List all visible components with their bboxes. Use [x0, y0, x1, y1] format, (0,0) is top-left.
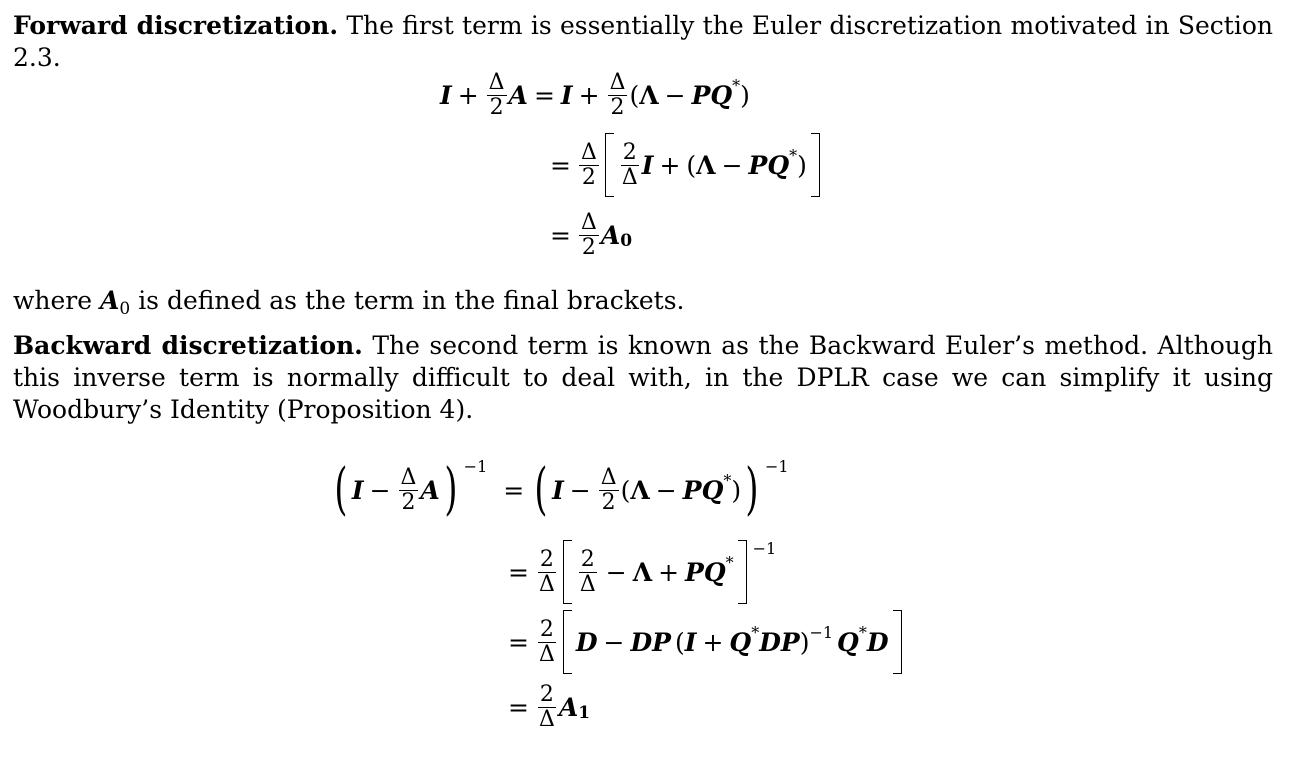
- forward-text: The first term is essentially the Euler discretization motivated in Section 2.3.: [13, 11, 1274, 72]
- forward-eq-line-3: = $\frac{\Delta}{2}$ A 0: [550, 209, 633, 260]
- backward-heading: Backward discretization.: [13, 331, 363, 360]
- forward-eq-line-1: I + $\frac{\Delta}{2}$ A = I + $\frac{\Delta}{2}$ ( Λ − P Q * ): [440, 69, 750, 120]
- backward-eq-line-4: = $\frac{2}{\Delta}$ A 1: [508, 681, 591, 732]
- backward-paragraph: [13, 330, 1273, 426]
- forward-after-paragraph: where $A_0$ is defined as the term in the final brackets.: [13, 286, 685, 319]
- backward-text: The second term is known as the Backward Euler’s method. Although this inverse term is normally difficult to deal with, in the DPLR case we can simplify it using Woodbury’s Identity (Proposition 4).: [13, 331, 1273, 424]
- backward-eq-line-1: ( I − $\frac{\Delta}{2}$ A ) −1 = ( I − $\frac{\Delta}{2}$ ( Λ − P Q * ) ) −1: [334, 456, 789, 522]
- forward-eq-line-2: = $\frac{\Delta}{2}$ $\frac{2}{\Delta}$ I + ( Λ − P Q * ): [544, 130, 824, 200]
- backward-eq-line-3: = $\frac{2}{\Delta}$ D − D P ( I + Q * D P ) −1 Q * D: [502, 607, 906, 677]
- forward-heading: Forward discretization.: [13, 11, 339, 40]
- backward-eq-line-2: = $\frac{2}{\Delta}$ $\frac{2}{\Delta}$ − Λ + P Q * −1: [502, 537, 776, 607]
